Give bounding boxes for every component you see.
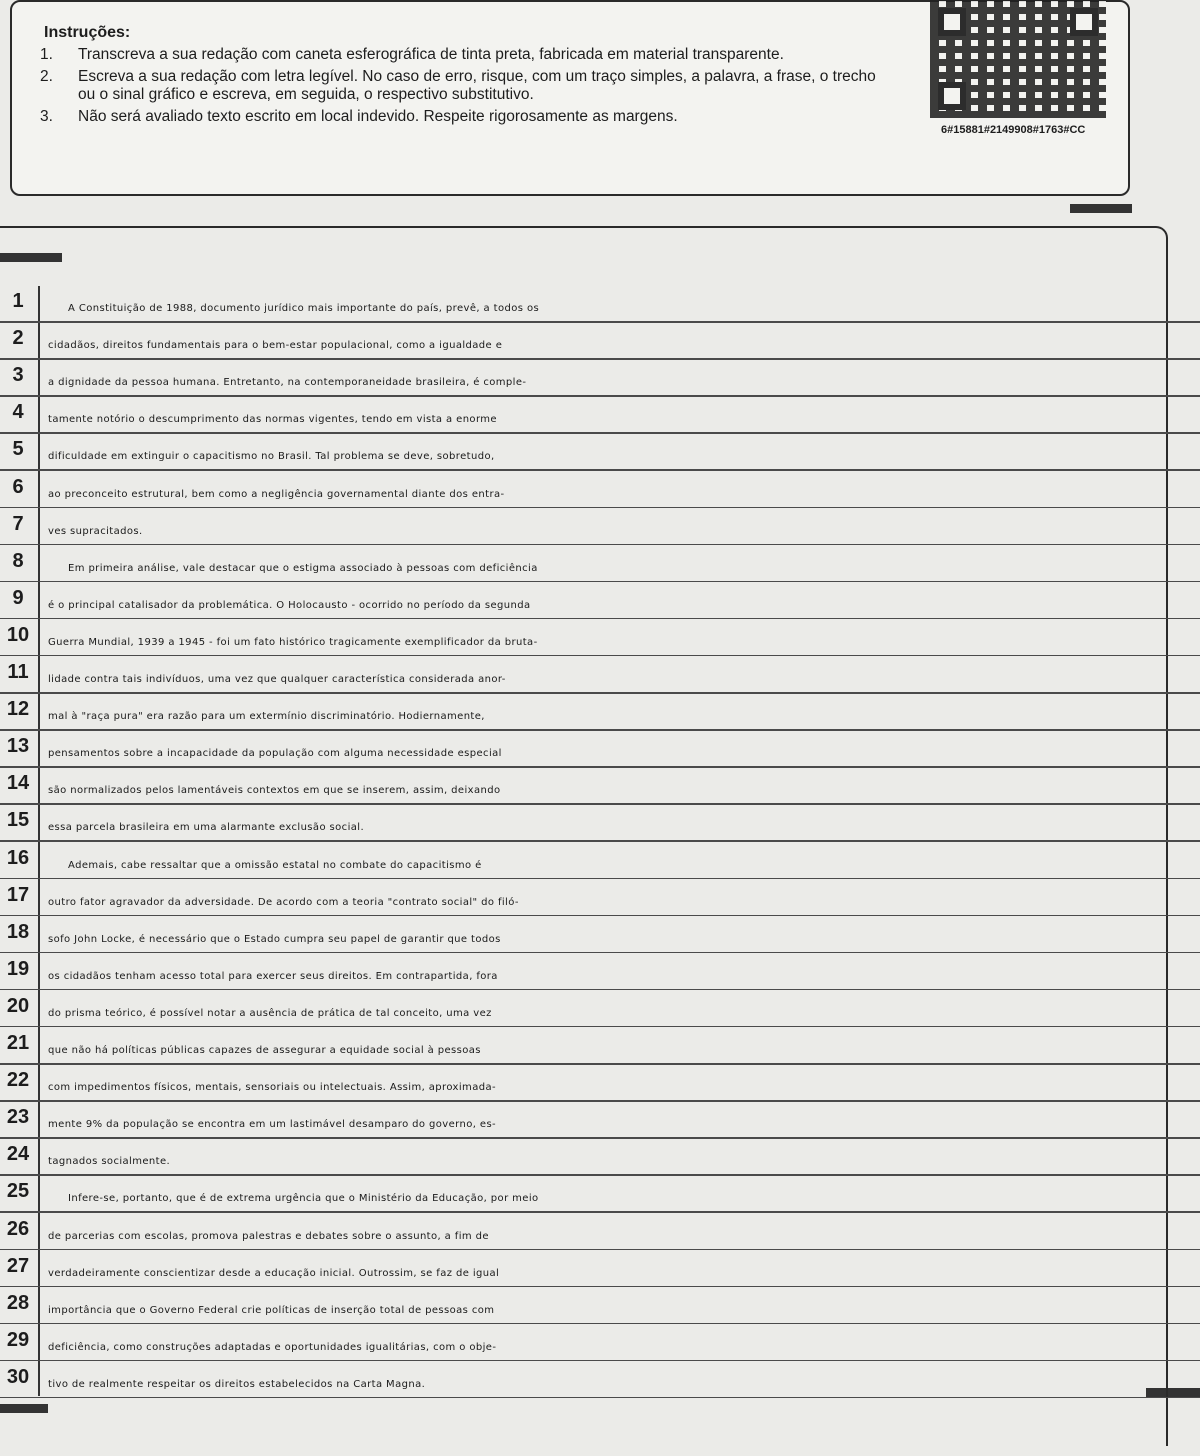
- line-number: 13: [6, 735, 30, 758]
- essay-line-text: dificuldade em extinguir o capacitismo no Brasil. Tal problema se deve, sobretudo,: [48, 451, 495, 463]
- line-number: 11: [7, 661, 29, 683]
- ruled-line: [0, 840, 1200, 842]
- line-number: 7: [12, 512, 24, 535]
- line-number: 5: [12, 438, 24, 461]
- qr-finder-pattern: [1070, 8, 1098, 36]
- ruled-line: [0, 507, 1200, 509]
- line-number: 4: [12, 401, 24, 424]
- essay-line-text: outro fator agravador da adversidade. De acordo com a teoria "contrato social" do filó-: [48, 896, 519, 908]
- qr-finder-pattern: [938, 8, 966, 36]
- essay-line-text: com impedimentos físicos, mentais, sensoriais ou intelectuais. Assim, aproximada-: [48, 1082, 497, 1094]
- ruled-line: [0, 1323, 1200, 1325]
- ruled-line: [0, 581, 1200, 583]
- essay-line-text: ves supracitados.: [48, 525, 143, 537]
- essay-line-text: tivo de realmente respeitar os direitos estabelecidos na Carta Magna.: [48, 1378, 426, 1390]
- essay-line-text: verdadeiramente conscientizar desde a educação inicial. Outrossim, se faz de igual: [48, 1267, 500, 1279]
- ruled-line: [0, 1174, 1200, 1176]
- ruled-line: [0, 803, 1200, 805]
- essay-line-text: tagnados socialmente.: [48, 1156, 171, 1168]
- line-number: 2: [12, 327, 24, 350]
- line-number: 10: [6, 623, 30, 646]
- essay-line-text: é o principal catalisador da problemática. O Holocausto - ocorrido no período da segunda: [48, 599, 531, 611]
- line-number: 18: [6, 920, 30, 943]
- ruled-line: [0, 1063, 1200, 1065]
- ruled-line: [0, 766, 1200, 768]
- ruled-line: [0, 655, 1200, 657]
- essay-line-text: os cidadãos tenham acesso total para exercer seus direitos. Em contrapartida, fora: [48, 970, 498, 982]
- line-number: 26: [6, 1217, 30, 1240]
- instruction-item: 2. Escreva a sua redação com letra legível. No caso de erro, risque, com um traço simples, a palavra, a frase, o trecho ou o sinal gráfico e escreva, em seguida, o respectivo substitutivo.: [40, 68, 876, 103]
- line-number: 30: [6, 1365, 30, 1388]
- ruled-line: [0, 1100, 1200, 1102]
- line-number: 27: [6, 1254, 30, 1277]
- line-number: 25: [6, 1180, 30, 1203]
- essay-line-text: ao preconceito estrutural, bem como a negligência governamental diante dos entra-: [48, 488, 505, 500]
- line-number: 8: [12, 549, 24, 572]
- instruction-item: 1. Transcreva a sua redação com caneta esferográfica de tinta preta, fabricada em material transparente.: [40, 46, 784, 63]
- line-number: 15: [6, 809, 30, 832]
- qr-finder-pattern: [938, 82, 966, 110]
- ruled-line: [0, 729, 1200, 731]
- essay-line-text: mal à "raça pura" era razão para um extermínio discriminatório. Hodiernamente,: [48, 711, 485, 723]
- instructions-list: [40, 46, 880, 130]
- ruled-line: [0, 1211, 1200, 1213]
- ruled-line: [0, 952, 1200, 954]
- ruled-line: [0, 469, 1200, 471]
- line-number: 20: [6, 994, 30, 1017]
- essay-line-text: lidade contra tais indivíduos, uma vez que qualquer característica considerada anor-: [48, 674, 506, 685]
- essay-line-text: a dignidade da pessoa humana. Entretanto, na contemporaneidade brasileira, é comple-: [48, 377, 527, 389]
- line-number: 28: [6, 1291, 30, 1314]
- ruled-line: [0, 692, 1200, 694]
- instructions-title: Instruções:: [44, 24, 131, 41]
- line-number: 21: [6, 1032, 30, 1054]
- ruled-line: [0, 1286, 1200, 1288]
- line-number: 3: [12, 364, 24, 387]
- ruled-line: [0, 989, 1200, 991]
- line-number: 22: [6, 1069, 30, 1092]
- essay-line-text: deficiência, como construções adaptadas e oportunidades igualitárias, com o obje-: [48, 1341, 497, 1353]
- qr-code-text: 6#15881#2149908#1763#CC: [941, 124, 1086, 136]
- line-number: 17: [6, 883, 30, 906]
- ruled-line: [0, 1026, 1200, 1028]
- line-number: 16: [6, 846, 30, 869]
- essay-line-text: pensamentos sobre a incapacidade da população com alguma necessidade especial: [48, 748, 502, 760]
- line-number: 1: [12, 290, 24, 312]
- essay-line-text: sofo John Locke, é necessário que o Estado cumpra seu papel de garantir que todos: [48, 933, 501, 945]
- essay-line-text: essa parcela brasileira em uma alarmante exclusão social.: [48, 822, 365, 834]
- ruled-line: [0, 395, 1200, 397]
- line-number: 24: [6, 1143, 30, 1166]
- line-number: 23: [6, 1106, 30, 1129]
- essay-line-text: Em primeira análise, vale destacar que o estigma associado à pessoas com deficiência: [68, 562, 538, 574]
- line-number: 6: [12, 475, 24, 498]
- ruled-line: [0, 321, 1200, 323]
- ruled-line: [0, 544, 1200, 546]
- ruled-line: [0, 432, 1200, 434]
- essay-line-text: que não há políticas públicas capazes de assegurar a equidade social à pessoas: [48, 1045, 481, 1056]
- essay-line-text: Guerra Mundial, 1939 a 1945 - foi um fato histórico tragicamente exemplificador da bruta-: [48, 636, 538, 648]
- ruled-line: [0, 1397, 1200, 1399]
- qr-code-icon: [930, 0, 1106, 118]
- line-number: 9: [12, 586, 24, 609]
- essay-line-text: A Constituição de 1988, documento jurídico mais importante do país, prevê, a todos os: [68, 303, 540, 314]
- line-number: 19: [6, 957, 30, 980]
- essay-line-text: importância que o Governo Federal crie políticas de inserção total de pessoas com: [48, 1304, 495, 1316]
- ruled-line: [0, 358, 1200, 360]
- ruled-line: [0, 878, 1200, 880]
- line-number: 29: [6, 1328, 30, 1351]
- ruled-line: [0, 618, 1200, 620]
- essay-line-text: Ademais, cabe ressaltar que a omissão estatal no combate do capacitismo é: [68, 859, 482, 871]
- essay-line-text: Infere-se, portanto, que é de extrema urgência que o Ministério da Educação, por meio: [68, 1193, 539, 1205]
- essay-line-text: de parcerias com escolas, promova palestras e debates sobre o assunto, a fim de: [48, 1230, 489, 1242]
- essay-line-text: cidadãos, direitos fundamentais para o bem-estar populacional, como a igualdade e: [48, 340, 503, 352]
- line-number: 12: [6, 698, 30, 721]
- ruled-line: [0, 1360, 1200, 1362]
- ruled-line: [0, 1249, 1200, 1251]
- ruled-line: [0, 915, 1200, 917]
- essay-line-text: mente 9% da população se encontra em um lastimável desamparo do governo, es-: [48, 1119, 497, 1131]
- line-number: 14: [6, 772, 30, 795]
- essay-line-text: são normalizados pelos lamentáveis contextos em que se inserem, assim, deixando: [48, 785, 501, 797]
- instruction-item: 3. Não será avaliado texto escrito em local indevido. Respeite rigorosamente as margens.: [40, 108, 678, 125]
- ruled-line: [0, 1137, 1200, 1139]
- essay-line-text: tamente notório o descumprimento das normas vigentes, tendo em vista a enorme: [48, 414, 497, 426]
- alignment-mark: [1070, 204, 1132, 213]
- essay-line-text: do prisma teórico, é possível notar a ausência de prática de tal conceito, uma vez: [48, 1007, 492, 1019]
